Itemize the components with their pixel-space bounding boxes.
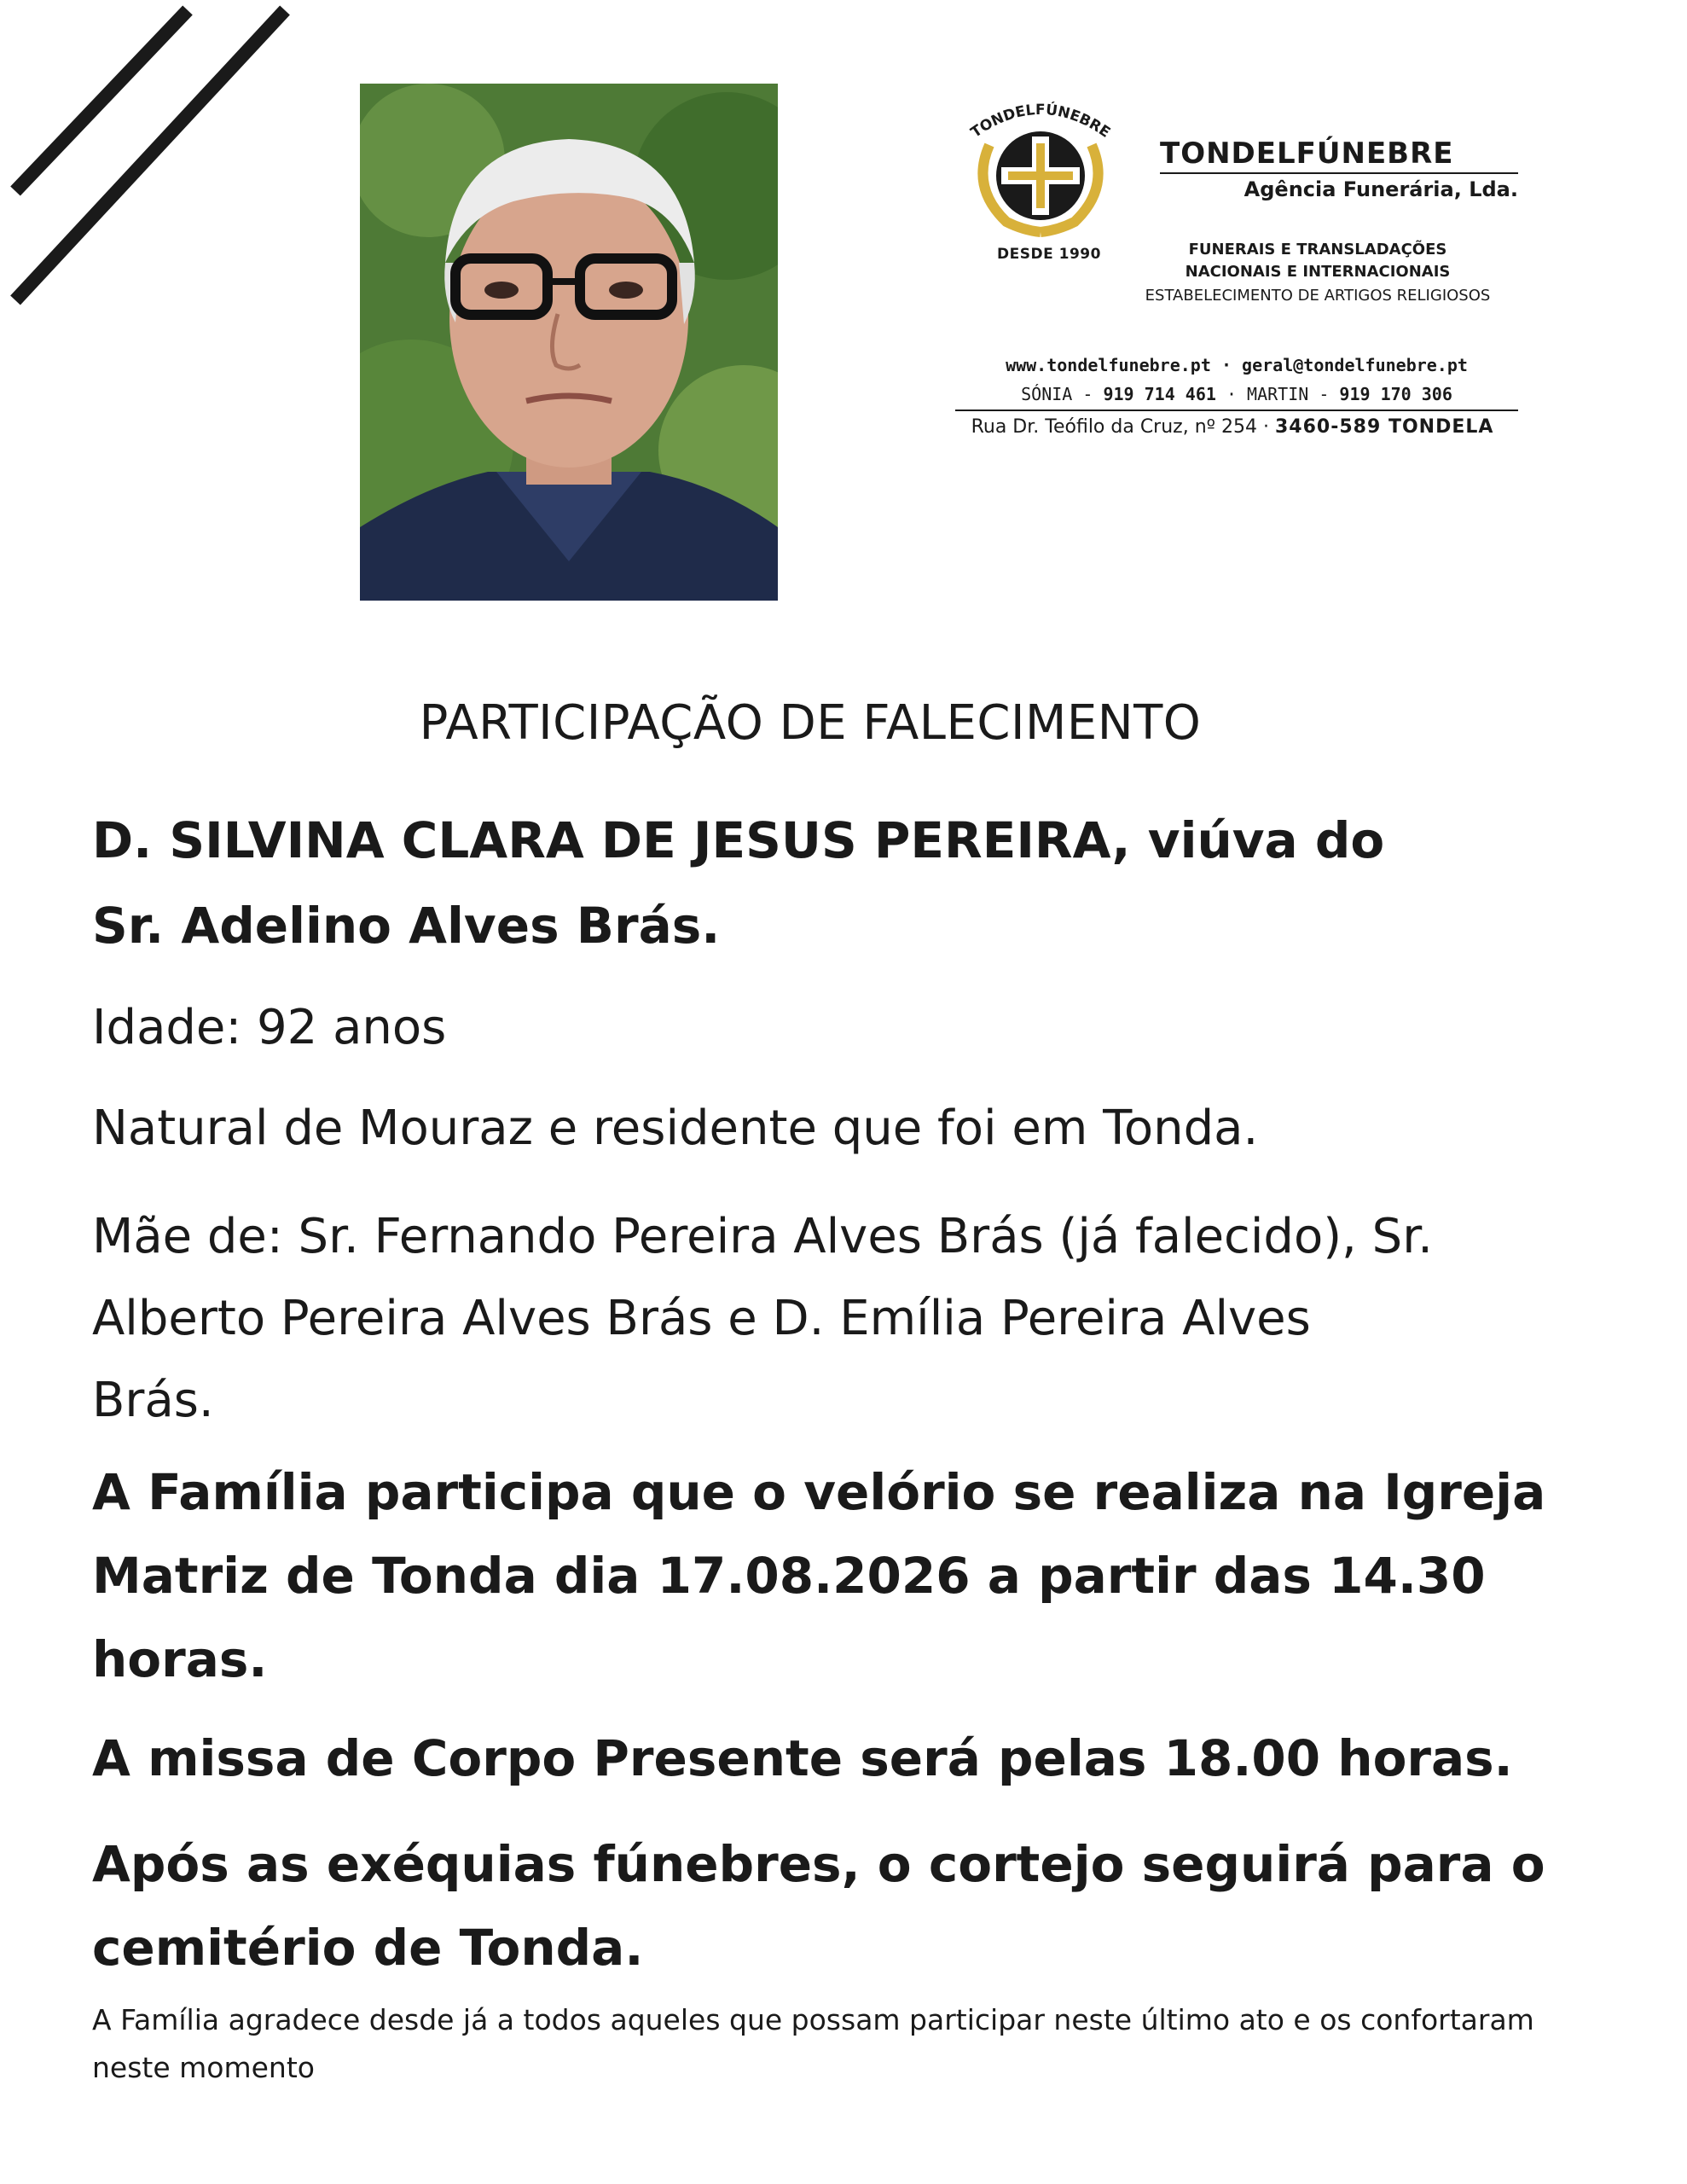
children-line1: Mãe de: Sr. Fernando Pereira Alves Brás (já falecido), Sr. bbox=[92, 1209, 1433, 1264]
separator: · bbox=[1226, 384, 1237, 404]
agency-address bbox=[947, 416, 1518, 438]
children-list bbox=[92, 1196, 1559, 1442]
thanks-line1: A Família agradece desde já a todos aqueles que possam participar neste último ato e os confortaram bbox=[92, 2003, 1534, 2036]
thanks-line2: neste momento bbox=[92, 2051, 315, 2084]
cortege-line2: cemitério de Tonda. bbox=[92, 1919, 644, 1977]
address-street: Rua Dr. Teófilo da Cruz, nº 254 bbox=[971, 416, 1257, 438]
agency-services-line2: NACIONAIS E INTERNACIONAIS bbox=[1185, 263, 1451, 281]
deceased-line1: D. SILVINA CLARA DE JESUS PEREIRA, viúva do bbox=[92, 811, 1385, 869]
deceased-line2: Sr. Adelino Alves Brás. bbox=[92, 897, 721, 955]
phone2-number[interactable]: 919 170 306 bbox=[1339, 384, 1452, 404]
wake-line2: Matriz de Tonda dia 17.08.2026 a partir das 14.30 bbox=[92, 1547, 1486, 1605]
wake-line1: A Família participa que o velório se realiza na Igreja bbox=[92, 1463, 1546, 1521]
agency-website[interactable]: www.tondelfunebre.pt bbox=[1006, 355, 1211, 375]
agency-subtitle: Agência Funerária, Lda. bbox=[1244, 177, 1518, 201]
agency-name-rule bbox=[1160, 172, 1518, 174]
deceased-age: Idade: 92 anos bbox=[92, 1000, 447, 1055]
cortege-info bbox=[92, 1822, 1559, 1989]
mass-info: A missa de Corpo Presente será pelas 18.00 horas. bbox=[92, 1729, 1513, 1787]
wake-line3: horas. bbox=[92, 1630, 268, 1688]
wake-info bbox=[92, 1450, 1559, 1701]
deceased-portrait bbox=[360, 84, 778, 601]
svg-text:TONDELFÚNEBRE bbox=[968, 100, 1113, 142]
children-line2: Alberto Pereira Alves Brás e D. Emília Pereira Alves bbox=[92, 1291, 1311, 1346]
logo-text: TONDELFÚNEBRE bbox=[967, 101, 1114, 142]
agency-web-email bbox=[981, 355, 1493, 375]
agency-phones: SÓNIA - 919 714 461 · MARTIN - 919 170 306 bbox=[1021, 384, 1452, 404]
separator: · bbox=[1220, 355, 1232, 375]
agency-email[interactable]: geral@tondelfunebre.pt bbox=[1242, 355, 1468, 375]
deceased-name bbox=[92, 798, 1559, 968]
agency-since: DESDE 1990 bbox=[997, 246, 1101, 263]
cortege-line1: Após as exéquias fúnebres, o cortejo seguirá para o bbox=[92, 1835, 1545, 1893]
agency-services-line3: ESTABELECIMENTO DE ARTIGOS RELIGIOSOS bbox=[1145, 287, 1491, 305]
phone1-number[interactable]: 919 714 461 bbox=[1103, 384, 1216, 404]
phone1-name: SÓNIA bbox=[1021, 384, 1073, 404]
address-postal: 3460-589 TONDELA bbox=[1275, 416, 1494, 438]
family-thanks bbox=[92, 1996, 1559, 2092]
agency-name: TONDELFÚNEBRE bbox=[1160, 136, 1454, 171]
agency-logo-wordmark bbox=[959, 94, 1122, 145]
phone2-name: MARTIN bbox=[1247, 384, 1309, 404]
agency-services-line1: FUNERAIS E TRANSLADAÇÕES bbox=[1188, 241, 1447, 258]
mourning-stripes bbox=[0, 0, 307, 324]
notice-heading: PARTICIPAÇÃO DE FALECIMENTO bbox=[419, 695, 1202, 751]
agency-header bbox=[947, 94, 1527, 452]
deceased-origin: Natural de Mouraz e residente que foi em Tonda. bbox=[92, 1101, 1259, 1156]
children-line3: Brás. bbox=[92, 1373, 214, 1428]
separator: · bbox=[1263, 416, 1269, 438]
agency-contact-rule bbox=[955, 410, 1518, 411]
